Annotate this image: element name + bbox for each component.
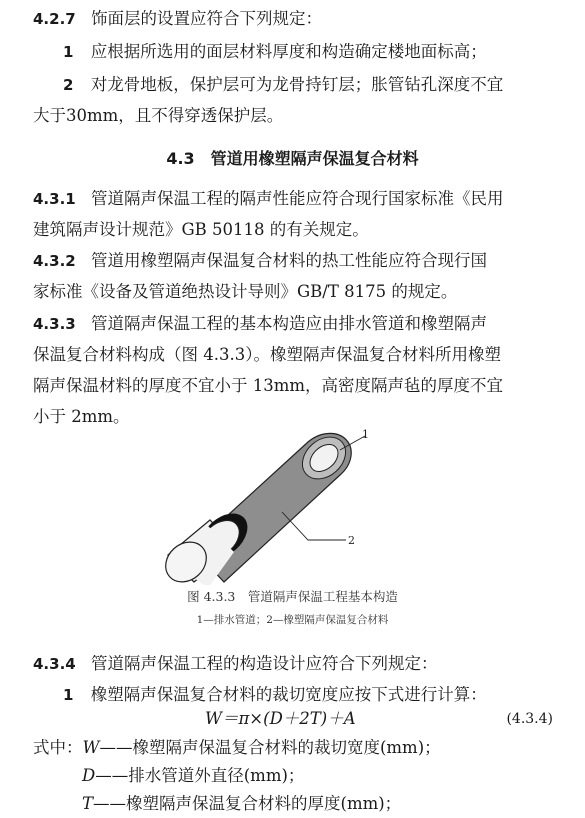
clause-text: 饰面层的设置应符合下列规定： [90,9,322,28]
clause-number: 4.3.1 [33,190,76,208]
symbol: T [82,794,94,813]
clause-text: 管道用橡塑隔声保温复合材料的热工性能应符合现行国 [90,251,487,270]
symbol: W [82,738,100,757]
figure-legend: 1—排水管道；2—橡塑隔声保温复合材料 [196,614,389,626]
definition-W [33,737,441,759]
clause-number: 4.3.4 [33,655,76,673]
formula-number: (4.3.4) [506,711,553,727]
clause-text: 管道隔声保温工程的构造设计应符合下列规定： [90,654,438,673]
clause-4-3-4 [33,653,553,675]
formula-row [33,708,553,730]
item-text: 应根据所选用的面层材料厚度和构造确定楼地面标高； [90,42,487,61]
clause-number: 4.3.3 [33,315,76,333]
clause-4-3-1 [33,188,553,210]
clause-text: 管道隔声保温工程的基本构造应由排水管道和橡塑隔声 [90,314,487,333]
paragraph-continuation: 保温复合材料构成（图 4.3.3）。橡塑隔声保温复合材料所用橡塑 [33,345,501,364]
formula: W＝π×(D＋2T)＋A [205,709,356,728]
list-item [63,74,553,96]
clause-number: 4.3.2 [33,252,76,270]
figure-caption: 图 4.3.3 管道隔声保温工程基本构造 [187,589,398,604]
paragraph-continuation: 大于30mm，且不得穿透保护层。 [33,106,284,125]
label-1: 1 [362,428,369,441]
paragraph-continuation: 小于 2mm。 [33,407,130,426]
definition-text: ——橡塑隔声保温复合材料的裁切宽度(mm)； [99,738,441,757]
list-item [63,684,553,706]
clause-text: 管道隔声保温工程的隔声性能应符合现行国家标准《民用 [90,189,504,208]
definition-text: ——橡塑隔声保温复合材料的厚度(mm)； [93,794,402,813]
pipe-insulation-figure [150,420,370,585]
label-2: 2 [348,534,355,547]
item-text: 橡塑隔声保温复合材料的裁切宽度应按下式进行计算： [90,685,487,704]
symbol: D [82,766,96,785]
clause-4-3-3 [33,313,553,335]
paragraph-continuation: 建筑隔声设计规范》GB 50118 的有关规定。 [33,220,369,239]
list-item [63,41,553,63]
item-number: 1 [63,686,74,704]
clause-4-2-7 [33,8,553,30]
definition-T [82,793,401,815]
where-prefix: 式中： [33,738,83,757]
paragraph-continuation: 家标准《设备及管道绝热设计导则》GB/T 8175 的规定。 [33,282,458,301]
paragraph-continuation: 隔声保温材料的厚度不宜小于 13mm，高密度隔声毡的厚度不宜 [33,376,504,395]
definition-text: ——排水管道外直径(mm)； [95,766,305,785]
item-number: 2 [63,76,74,94]
clause-number: 4.2.7 [33,10,76,28]
section-heading: 4.3 管道用橡塑隔声保温复合材料 [166,149,419,168]
item-number: 1 [63,43,74,61]
clause-4-3-2 [33,250,553,272]
definition-D [82,765,304,787]
item-text: 对龙骨地板，保护层可为龙骨持钉层；胀管钻孔深度不宜 [90,75,504,94]
